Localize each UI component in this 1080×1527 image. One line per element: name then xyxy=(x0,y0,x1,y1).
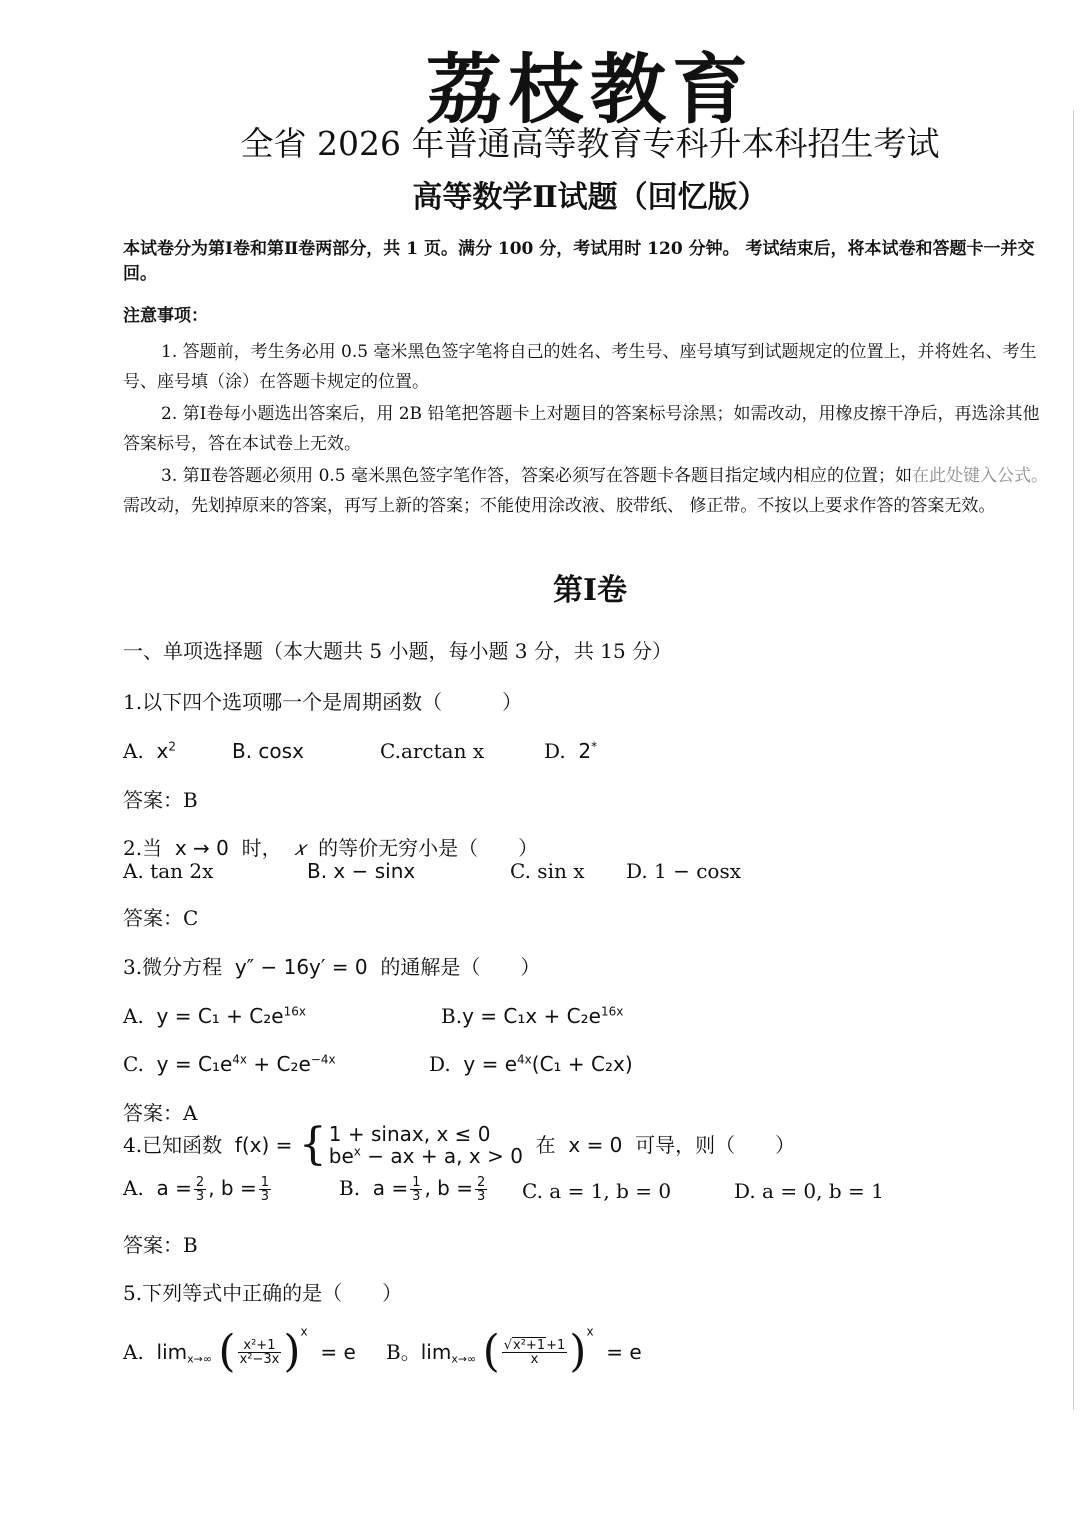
q3-option-d-label: D. xyxy=(429,1052,451,1076)
frac-numerator: x²+1 xyxy=(238,1339,282,1353)
sqrt-radicand: x²+1 xyxy=(513,1337,546,1353)
q3-answer: 答案：A xyxy=(123,1101,198,1125)
q3-option-d-expr2: (C₁ + C₂x) xyxy=(531,1052,633,1076)
q4-cases xyxy=(329,1123,523,1167)
q4-option-b-a-frac xyxy=(410,1176,422,1203)
q4-case-2-exp: x xyxy=(353,1144,361,1159)
q3-stem xyxy=(123,954,540,980)
q3-option-c-label: C. xyxy=(123,1052,144,1076)
q2-answer: 答案：C xyxy=(123,906,199,930)
q2-option-a: A. tan 2x xyxy=(123,859,214,883)
q3-option-a-exp: 16x xyxy=(283,1004,306,1019)
frac-denominator: x xyxy=(530,1351,539,1367)
q2-stem-variable: 𝑥 xyxy=(294,836,306,860)
q4-option-a-b: , b = xyxy=(208,1176,257,1200)
q2-stem-part-a: 2.当 xyxy=(123,836,163,860)
q1-option-a-exp: 2 xyxy=(168,739,177,754)
paper-title: 高等数学Ⅱ试题（回忆版） xyxy=(412,180,768,215)
sqrt-icon: √ xyxy=(503,1337,513,1353)
frac-denominator: 3 xyxy=(476,1189,486,1204)
q1-option-d-label: D. xyxy=(544,739,566,763)
equation-placeholder[interactable]: 在此处键入公式。 xyxy=(912,466,1049,486)
q4-option-b-a: a = xyxy=(372,1176,409,1200)
frac-numerator: 1 xyxy=(412,1175,421,1190)
q5-option-a-frac xyxy=(238,1339,282,1366)
q3-option-c-expr1: y = C₁e xyxy=(156,1052,233,1076)
q4-option-b-label: B. xyxy=(339,1176,361,1200)
q4-option-a-a: a = xyxy=(156,1176,192,1200)
q4-function-lhs: f(x) = xyxy=(234,1133,293,1157)
q1-option-a xyxy=(123,738,176,764)
q3-option-b-expr: y = C₁x + C₂e xyxy=(462,1004,601,1028)
q4-case-2 xyxy=(329,1145,523,1167)
q4-case-1: 1 + sinax, x ≤ 0 xyxy=(328,1122,491,1146)
volume-title: 第Ⅰ卷 xyxy=(552,573,628,608)
left-paren-icon: ( xyxy=(482,1326,500,1377)
q5-option-b-lim-sub: x→∞ xyxy=(451,1352,477,1366)
right-paren-icon: ) xyxy=(569,1326,587,1377)
q4-answer: 答案：B xyxy=(123,1233,198,1257)
q1-option-b: B. cosx xyxy=(232,739,304,763)
q3-option-a-expr: y = C₁ + C₂e xyxy=(156,1004,284,1028)
q4-case-2-part1: be xyxy=(328,1144,354,1168)
q3-equation: y″ − 16y′ = 0 xyxy=(234,955,368,979)
q5-option-b-rhs: = e xyxy=(606,1340,642,1364)
q1-option-d-exp: * xyxy=(591,739,598,754)
frac-numerator xyxy=(502,1339,568,1353)
q2-stem-part-c: 的等价无穷小是（ ） xyxy=(318,836,539,860)
q3-option-b-exp: 16x xyxy=(600,1004,624,1019)
q1-option-a-base: x xyxy=(156,739,169,763)
notice-item-1: 1. 答题前，考生务必用 0.5 毫米黑色签字笔将自己的姓名、考生号、座号填写到试题规定的位置上，并将姓名、考生号、座号填（涂）在答题卡规定的位置。 xyxy=(123,342,1037,392)
q3-option-b-label: B. xyxy=(441,1004,463,1028)
q5-stem: 5.下列等式中正确的是（ ） xyxy=(123,1281,403,1305)
q5-option-b-exp: x xyxy=(586,1324,594,1339)
q3-option-c-exp2: −4x xyxy=(310,1052,336,1067)
q4-option-a-a-frac xyxy=(194,1176,206,1203)
page-edge-line xyxy=(1073,110,1074,1410)
section-title: 一、单项选择题（本大题共 5 小题，每小题 3 分，共 15 分） xyxy=(123,639,673,663)
frac-numerator: 2 xyxy=(195,1175,205,1190)
q4-stem xyxy=(123,1119,796,1170)
q5-option-b-lim: lim xyxy=(420,1340,452,1364)
q5-option-a-lim: lim xyxy=(156,1340,188,1364)
q5-option-a-rhs: = e xyxy=(320,1340,356,1364)
q4-option-d: D. a = 0, b = 1 xyxy=(734,1179,884,1203)
frac-denominator: 3 xyxy=(260,1189,269,1204)
q3-option-a-label: A. xyxy=(123,1004,144,1028)
frac-denominator: 3 xyxy=(195,1189,205,1204)
q4-point: x = 0 xyxy=(568,1133,623,1157)
frac-numerator: 2 xyxy=(476,1175,486,1190)
q1-stem: 1.以下四个选项哪一个是周期函数（ ） xyxy=(123,690,523,714)
q4-stem-part-a: 4.已知函数 xyxy=(123,1133,223,1157)
q5-option-b xyxy=(386,1324,642,1377)
frac-numerator: 1 xyxy=(260,1175,269,1190)
q2-option-d: D. 1 − cosx xyxy=(626,859,742,883)
left-paren-icon: ( xyxy=(218,1326,236,1377)
q3-option-c xyxy=(123,1051,336,1077)
q4-stem-part-b: 在 xyxy=(535,1133,556,1157)
notice-item-3-part1: 3. 第Ⅱ卷答题必须用 0.5 毫米黑色签字笔作答，答案必须写在答题卡各题目指定域内相应的位置；如 xyxy=(161,466,913,486)
q4-case-2-part2: − ax + a, x > 0 xyxy=(360,1144,523,1168)
q4-option-c: C. a = 1, b = 0 xyxy=(522,1179,672,1203)
q1-option-c: C.arctan x xyxy=(380,739,485,763)
brand-title: 荔枝教育 xyxy=(426,45,754,134)
q4-brace-icon: { xyxy=(298,1119,327,1170)
q1-option-a-label: A. xyxy=(123,739,144,763)
q5-option-a-lim-sub: x→∞ xyxy=(187,1352,213,1366)
q5-option-a-exp: x xyxy=(300,1324,308,1339)
q2-stem-limit: x → 0 xyxy=(174,836,229,860)
q3-option-d-exp: 4x xyxy=(517,1052,532,1067)
q4-option-b xyxy=(339,1175,489,1203)
q1-answer: 答案：B xyxy=(123,788,198,812)
q3-option-d xyxy=(429,1051,633,1077)
q3-stem-part-a: 3.微分方程 xyxy=(123,955,223,979)
notice-heading: 注意事项： xyxy=(123,306,208,326)
q5-option-a-label: A. xyxy=(123,1340,144,1364)
q4-option-a-label: A. xyxy=(123,1176,144,1200)
intro-paragraph: 本试卷分为第Ⅰ卷和第Ⅱ卷两部分，共 1 页。满分 100 分，考试用时 120 分钟。 考试结束后，将本试卷和答题卡一并交回。 xyxy=(123,239,1035,284)
notice-item-3-part2: 需改动，先划掉原来的答案，再写上新的答案；不能使用涂改液、胶带纸、 修正带。不按以上要求作答的答案无效。 xyxy=(123,496,996,516)
q3-stem-part-b: 的通解是（ ） xyxy=(380,955,541,979)
q5-option-a xyxy=(123,1324,356,1377)
q4-option-b-b-frac xyxy=(475,1176,487,1203)
notice-item-3 xyxy=(123,461,1053,521)
q4-stem-part-c: 可导，则（ ） xyxy=(635,1133,796,1157)
q3-option-a xyxy=(123,1003,306,1029)
q4-piecewise xyxy=(298,1119,523,1170)
q2-option-b: B. x − sinx xyxy=(307,859,416,883)
frac-denominator: 3 xyxy=(412,1189,421,1204)
q5-option-b-frac xyxy=(502,1339,568,1366)
exam-title: 全省 2026 年普通高等教育专科升本科招生考试 xyxy=(240,124,940,163)
q3-option-c-exp1: 4x xyxy=(232,1052,248,1067)
q2-option-c: C. sin x xyxy=(510,859,585,883)
q3-option-d-expr1: y = e xyxy=(463,1052,518,1076)
q1-option-d-base: 2 xyxy=(578,739,592,763)
q4-option-a xyxy=(123,1175,273,1203)
q4-option-b-b: , b = xyxy=(424,1176,473,1200)
numerator-tail: +1 xyxy=(546,1337,566,1353)
q3-option-b xyxy=(441,1003,623,1029)
q5-option-b-label: B。 xyxy=(386,1340,421,1364)
q3-option-c-expr2: + C₂e xyxy=(247,1052,311,1076)
frac-denominator: x²−3x xyxy=(239,1351,280,1367)
q1-option-d xyxy=(544,738,597,764)
q4-option-a-b-frac xyxy=(259,1176,271,1203)
right-paren-icon: ) xyxy=(283,1326,301,1377)
notice-item-2: 2. 第Ⅰ卷每小题选出答案后，用 2B 铅笔把答题卡上对题目的答案标号涂黑；如需改动，用橡皮擦干净后，再选涂其他答案标号，答在本试卷上无效。 xyxy=(123,404,1040,454)
q2-stem-part-b: 时， xyxy=(241,836,282,860)
